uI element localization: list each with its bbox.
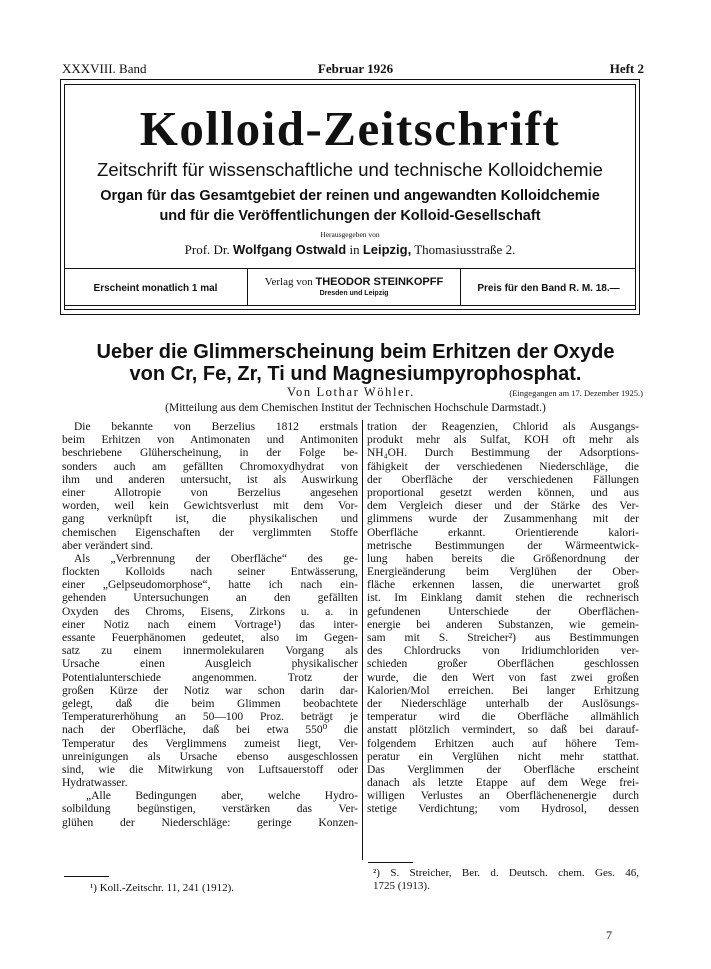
masthead-rule: [64, 305, 636, 306]
text-line: schieden großer Oberflächen geschlossen: [367, 658, 639, 671]
text-line: gehenden Untersuchungen an den gefällten: [62, 592, 358, 605]
publisher-name: THEODOR STEINKOPFF: [315, 276, 444, 288]
journal-organ-line: Organ für das Gesamtgebiet der reinen und angewandten Kolloidchemie: [100, 188, 600, 204]
text-line: satz zu einem innermolekularen Vorgang als: [62, 645, 358, 658]
publisher-cities: Dresden und Leipzig: [319, 290, 389, 297]
text-line: NH₄OH. Durch Bestimmung der Adsorptions-: [367, 447, 639, 460]
text-line: einer „Gelpseudomorphose“, hatte ich nach ein-: [62, 579, 358, 592]
text-line: solbildung begünstigen, verstärken das Ver-: [62, 803, 358, 816]
volume-label: XXXVIII. Band: [62, 61, 147, 76]
text-line: energie bei anderen Substanzen, wie gemein-: [367, 618, 639, 631]
volume-price: Preis für den Band R. M. 18.—: [477, 283, 620, 294]
text-line: unreinigungen als Ursache ebenso ausgeschlossen: [62, 750, 358, 763]
footnote: ¹) Koll.-Zeitschr. 11, 241 (1912).: [90, 882, 235, 894]
text-line: Kalorien/Mol erreichen. Bei langer Erhitzung: [367, 684, 639, 697]
text-line: Ursache einen Ausgleich physikalischer: [62, 658, 358, 671]
editor-in: in: [346, 242, 363, 257]
masthead-rule: [64, 268, 636, 269]
text-line: wurde, die den Wert von fast zwei großen: [367, 671, 639, 684]
editor-street: Thomasiusstraße 2.: [411, 242, 516, 257]
text-line: stetige Verdichtung; vom Hydrosol, dessen: [367, 803, 639, 816]
text-line: glühen der Niederschläge: geringe Konzen-: [62, 816, 358, 829]
text-line: sind, wie die Mitwirkung von Luftsauerstoff oder: [62, 763, 358, 776]
text-line: der Oberfläche der verschiedenen Fällungen: [367, 473, 639, 486]
text-line: Potentialunterschiede angenommen. Trotz der: [62, 671, 358, 684]
text-line: der Niederschläge unterhalb der Auslösungs-: [367, 697, 639, 710]
text-line: des Chlordrucks von Iridiumchloriden ver-: [367, 645, 639, 658]
footnote: ²) S. Streicher, Ber. d. Deutsch. chem. Ges. 46,: [373, 867, 639, 879]
text-line: Das Verglimmen der Oberfläche erscheint: [367, 763, 639, 776]
text-line: dem Vergleich dieser und der Stärke des Ver-: [367, 500, 639, 513]
text-line: Die bekannte von Berzelius 1812 erstmals: [74, 421, 358, 433]
publisher-line: [248, 276, 460, 289]
text-line: willigen Verlustes an Oberflächenenergie durch: [367, 790, 639, 803]
text-line: temperatur wird die Oberfläche allmählich: [367, 711, 639, 724]
received-date: (Eingegangen am 17. Dezember 1925.): [509, 388, 643, 398]
text-line: flockten Kolloids nach seiner Entwässerung,: [62, 566, 358, 579]
text-line: metrische Bestimmungen der Wärmeentwick-: [367, 539, 639, 552]
editor-prefix: Prof. Dr.: [184, 242, 234, 257]
text-line: lung haben bereits die Größenordnung der: [367, 552, 639, 565]
journal-subtitle: Zeitschrift für wissenschaftliche und technische Kolloidchemie: [97, 159, 603, 180]
text-line: danach als letzte Etappe auf dem Wege frei-: [367, 777, 639, 790]
text-line: Energieänderung beim Verglühen der Ober-: [367, 566, 639, 579]
text-line: tration der Reagenzien, Chlorid als Ausgangs-: [367, 421, 639, 433]
text-line: glimmens wurde der Zusammenhang mit der: [367, 513, 639, 526]
text-line: chemischen Eigenschaften der verglimmten Stoffe: [62, 526, 358, 539]
article-title: Ueber die Glimmerscheinung beim Erhitzen der Oxyde: [96, 341, 615, 363]
text-line: Oxyden des Chroms, Eisens, Zirkons u. a. in: [62, 605, 358, 618]
journal-organ-line: und für die Veröffentlichungen der Kolloid-Gesellschaft: [159, 208, 541, 224]
text-line: einer Allotropie von Berzelius angesehen: [62, 486, 358, 499]
text-line: sam mit S. Streicher²) aus Bestimmungen: [367, 632, 639, 644]
edited-by-label: Herausgegeben von: [320, 230, 380, 239]
column-divider: [362, 420, 363, 860]
text-line: nach der Oberfläche, daß bei etwa 550⁰ die: [62, 724, 358, 737]
text-line: produkt mehr als Sulfat, KOH oft mehr als: [367, 434, 639, 447]
article-affiliation: (Mitteilung aus dem Chemischen Institut der Technischen Hochschule Darmstadt.): [165, 402, 546, 414]
text-line: Hydratwasser.: [62, 777, 128, 790]
text-line: aber verändert sind.: [62, 539, 154, 552]
text-line: großen Kürze der Notiz war schon darin dar-: [62, 684, 358, 697]
text-line: beim Erhitzen von Antimonaten und Antimoniten: [62, 434, 358, 447]
text-line: Als „Verbrennung der Oberfläche“ des ge-: [74, 552, 358, 565]
text-line: ihm und anderen untersucht, ist als Auswirkung: [62, 473, 358, 486]
article-title: von Cr, Fe, Zr, Ti und Magnesiumpyrophosphat.: [129, 363, 582, 385]
text-line: Oberfläche erkannt. Orientierende kalori-: [367, 526, 639, 539]
text-line: gang verknüpft ist, die physikalischen und: [62, 513, 358, 526]
editor-line: [64, 242, 636, 258]
article-author: Von Lothar Wöhler.: [287, 385, 415, 399]
text-line: ist. Im Einklang damit stehen die rechnerisch: [367, 592, 639, 605]
page-number: 7: [606, 928, 612, 942]
text-line: worden, weil kein Gewichtsverlust mit dem Vor-: [62, 500, 358, 513]
text-line: Temperatur des Verglimmens zumeist liegt, Ver-: [62, 737, 358, 750]
text-line: gefundenen Unterschiede der Oberflächen-: [367, 605, 639, 618]
text-line: folgendem Erhitzen auch auf höhere Tem-: [367, 737, 639, 750]
editor-city: Leipzig,: [362, 242, 412, 257]
editor-name: Wolfgang Ostwald: [233, 242, 347, 257]
publisher-prefix: Verlag von: [264, 276, 316, 288]
text-line: peratur ein Verglühen nicht mehr statthat.: [367, 750, 639, 763]
text-line: fähigkeit der verschiedenen Niederschläge, die: [367, 460, 639, 473]
left-column: [62, 421, 358, 830]
publication-frequency: Erscheint monatlich 1 mal: [93, 283, 218, 294]
footnote-rule: [64, 876, 109, 877]
footnote: 1725 (1913).: [373, 880, 430, 892]
text-line: fläche erkennen lassen, die unerwartet groß: [367, 579, 639, 592]
text-line: essante Feuerphänomen gedeutet, also im Gegen-: [62, 632, 358, 644]
issue-date: Februar 1926: [317, 61, 394, 76]
right-column: [367, 421, 639, 817]
footnote-rule: [368, 862, 413, 863]
journal-title: Kolloid-Zeitschrift: [139, 101, 561, 156]
text-line: Temperaturerhöhung an 50—100 Proz. beträgt je: [62, 711, 358, 724]
text-line: „Alle Bedingungen aber, welche Hydro-: [86, 790, 358, 803]
text-line: einer Notiz nach einem Vortrage¹) das inter-: [62, 618, 358, 631]
text-line: sonders auch am gefällten Chromoxydhydrat von: [62, 460, 358, 473]
text-line: beschriebene Glüherscheinung, in der Folge be-: [62, 447, 358, 460]
issue-number: Heft 2: [609, 61, 644, 76]
text-line: gelegt, daß die beim Glimmen beobachtete: [62, 697, 358, 710]
text-line: proportional gesetzt werden können, und aus: [367, 486, 639, 499]
text-line: anstatt plötzlich vermindert, so daß bei darauf-: [367, 724, 639, 737]
